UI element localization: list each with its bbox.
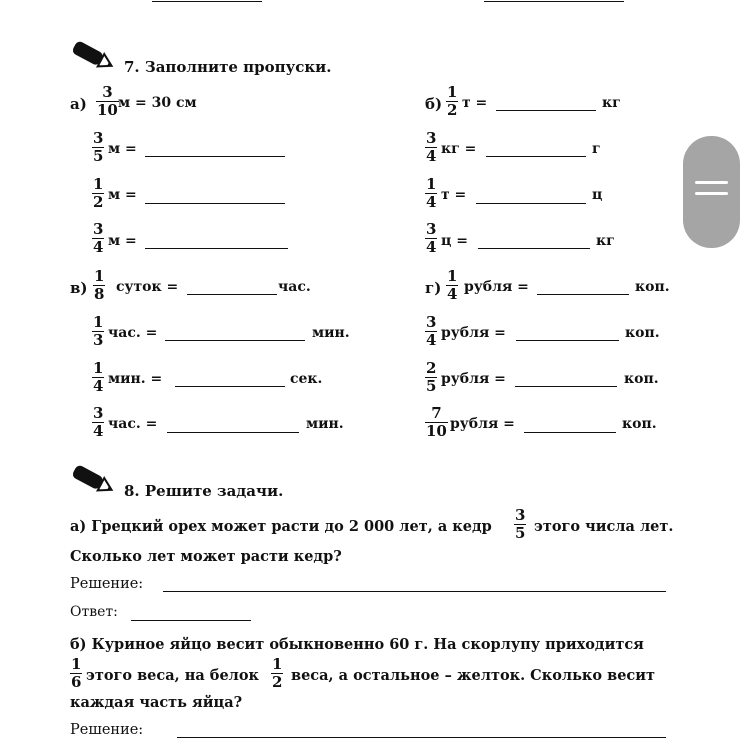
task7-g-first-text: рубля = xyxy=(464,279,529,295)
task7-b-row3-text: ц = xyxy=(441,233,468,249)
task7-a-row2-fraction xyxy=(92,176,104,211)
task7-b-first-blank[interactable] xyxy=(496,110,596,111)
task7-g-first-blank[interactable] xyxy=(537,294,629,295)
task7-a-row2-blank[interactable] xyxy=(145,203,285,204)
task7-b-row3-unit: кг xyxy=(596,233,615,249)
denominator: 4 xyxy=(93,422,104,440)
numerator: 3 xyxy=(93,404,104,422)
task7-a-row1-text: м = xyxy=(108,141,137,157)
task7-v-row2-fraction xyxy=(92,360,104,395)
task7-a-label: а) xyxy=(70,95,87,113)
task7-g-row1-text: рубля = xyxy=(441,325,506,341)
grip-line-top xyxy=(695,181,728,184)
task7-v-row1-text: час. = xyxy=(108,325,158,341)
task7-v-row3-unit: мин. xyxy=(306,416,344,432)
denominator: 2 xyxy=(272,673,283,691)
numerator: 3 xyxy=(515,506,526,524)
numerator: 1 xyxy=(93,175,104,193)
task8-a-solution-line[interactable] xyxy=(163,591,666,592)
numerator: 1 xyxy=(71,655,82,673)
denominator: 4 xyxy=(426,193,437,211)
task7-b-row1-text: кг = xyxy=(441,141,477,157)
task8-a-answer-line[interactable] xyxy=(131,620,251,621)
denominator: 4 xyxy=(426,147,437,165)
task8-a-line1-start: а) Грецкий орех может расти до 2 000 лет, а кедр xyxy=(70,518,492,535)
denominator: 8 xyxy=(94,285,105,303)
task7-v-first-fraction xyxy=(93,268,105,303)
task7-g-row2-fraction xyxy=(425,360,437,395)
task7-v-row2-text: мин. = xyxy=(108,371,163,387)
task7-g-row2-unit: коп. xyxy=(624,371,659,387)
task7-v-row3-text: час. = xyxy=(108,416,158,432)
denominator: 3 xyxy=(93,331,104,349)
denominator: 4 xyxy=(93,238,104,256)
denominator: 10 xyxy=(426,422,447,440)
task7-title: 7. Заполните пропуски. xyxy=(124,58,332,76)
task7-g-first-fraction xyxy=(446,268,458,303)
denominator: 4 xyxy=(426,331,437,349)
denominator: 2 xyxy=(447,101,458,119)
task7-b-row3-blank[interactable] xyxy=(478,248,590,249)
task7-g-label: г) xyxy=(425,279,442,297)
task7-v-first-text: суток = xyxy=(116,279,179,295)
task7-g-row3-fraction xyxy=(425,405,448,440)
task7-b-row1-unit: г xyxy=(592,141,601,157)
task7-a-first-fraction xyxy=(96,84,119,119)
cropped-top-blank-1 xyxy=(152,1,262,2)
numerator: 3 xyxy=(426,313,437,331)
task8-b-line2a: этого веса, на белок xyxy=(86,667,260,684)
task7-v-row1-fraction xyxy=(92,314,104,349)
task7-a-row1-blank[interactable] xyxy=(145,156,285,157)
numerator: 2 xyxy=(426,359,437,377)
task8-a-line2: Сколько лет может расти кедр? xyxy=(70,548,342,565)
task7-b-row2-text: т = xyxy=(441,187,467,203)
task7-g-row1-blank[interactable] xyxy=(516,340,619,341)
task7-b-label: б) xyxy=(425,95,443,113)
task7-b-row1-fraction xyxy=(425,130,437,165)
task8-b-solution-line[interactable] xyxy=(177,737,666,738)
task7-a-row2-text: м = xyxy=(108,187,137,203)
task7-v-first-unit: час. xyxy=(278,279,311,295)
task8-b-line3: каждая часть яйца? xyxy=(70,694,243,711)
numerator: 1 xyxy=(94,267,105,285)
denominator: 4 xyxy=(93,377,104,395)
task7-v-row2-blank[interactable] xyxy=(175,386,285,387)
task7-v-row3-fraction xyxy=(92,405,104,440)
task7-g-row3-blank[interactable] xyxy=(524,432,616,433)
task7-v-row3-blank[interactable] xyxy=(167,432,299,433)
task7-a-row1-fraction xyxy=(92,130,104,165)
task7-b-row2-blank[interactable] xyxy=(476,203,586,204)
task7-b-row2-fraction xyxy=(425,176,437,211)
numerator: 7 xyxy=(431,404,442,422)
task8-a-answer-label: Ответ: xyxy=(70,604,118,620)
numerator: 3 xyxy=(93,220,104,238)
task7-v-label: в) xyxy=(70,279,88,297)
pencil-icon xyxy=(70,462,116,498)
numerator: 1 xyxy=(447,267,458,285)
task7-g-row3-text: рубля = xyxy=(450,416,515,432)
task8-b-line2b: веса, а остальное – желток. Сколько весит xyxy=(291,667,655,684)
denominator: 10 xyxy=(97,101,118,119)
task8-a-fraction xyxy=(514,507,526,542)
task8-b-solution-label: Решение: xyxy=(70,722,144,738)
task7-a-row3-blank[interactable] xyxy=(145,248,288,249)
scroll-handle[interactable] xyxy=(683,136,740,248)
numerator: 3 xyxy=(93,129,104,147)
task7-a-row3-text: м = xyxy=(108,233,137,249)
numerator: 3 xyxy=(426,220,437,238)
cropped-top-blank-2 xyxy=(484,1,624,2)
task7-v-row1-blank[interactable] xyxy=(165,340,305,341)
numerator: 1 xyxy=(426,175,437,193)
denominator: 6 xyxy=(71,673,82,691)
task8-a-line1-end: этого числа лет. xyxy=(534,518,674,535)
task7-g-first-unit: коп. xyxy=(635,279,670,295)
task7-v-row1-unit: мин. xyxy=(312,325,350,341)
denominator: 4 xyxy=(447,285,458,303)
task8-title: 8. Решите задачи. xyxy=(124,482,284,500)
denominator: 2 xyxy=(93,193,104,211)
denominator: 5 xyxy=(93,147,104,165)
task7-g-row1-unit: коп. xyxy=(625,325,660,341)
grip-line-bottom xyxy=(695,192,728,195)
pencil-icon xyxy=(70,38,116,74)
numerator: 1 xyxy=(447,83,458,101)
task7-g-row2-text: рубля = xyxy=(441,371,506,387)
task7-v-first-blank[interactable] xyxy=(187,294,277,295)
task8-b-fraction2 xyxy=(271,656,283,691)
task7-g-row1-fraction xyxy=(425,314,437,349)
denominator: 5 xyxy=(426,377,437,395)
task8-b-line1: б) Куриное яйцо весит обыкновенно 60 г. На скорлупу приходится xyxy=(70,636,644,653)
task7-b-row2-unit: ц xyxy=(592,187,603,203)
task7-g-row2-blank[interactable] xyxy=(515,386,617,387)
task7-v-row2-unit: сек. xyxy=(290,371,323,387)
numerator: 3 xyxy=(102,83,113,101)
task7-b-first-text: т = xyxy=(462,95,488,111)
task7-b-first-fraction xyxy=(446,84,458,119)
task8-a-solution-label: Решение: xyxy=(70,576,144,592)
denominator: 5 xyxy=(515,524,526,542)
task7-b-row3-fraction xyxy=(425,221,437,256)
denominator: 4 xyxy=(426,238,437,256)
task7-a-row3-fraction xyxy=(92,221,104,256)
task7-a-first-text: м = 30 см xyxy=(118,95,197,111)
task8-b-fraction1 xyxy=(70,656,82,691)
numerator: 1 xyxy=(93,313,104,331)
task7-b-row1-blank[interactable] xyxy=(486,156,586,157)
task7-g-row3-unit: коп. xyxy=(622,416,657,432)
numerator: 1 xyxy=(272,655,283,673)
numerator: 3 xyxy=(426,129,437,147)
numerator: 1 xyxy=(93,359,104,377)
task7-b-first-unit: кг xyxy=(602,95,621,111)
